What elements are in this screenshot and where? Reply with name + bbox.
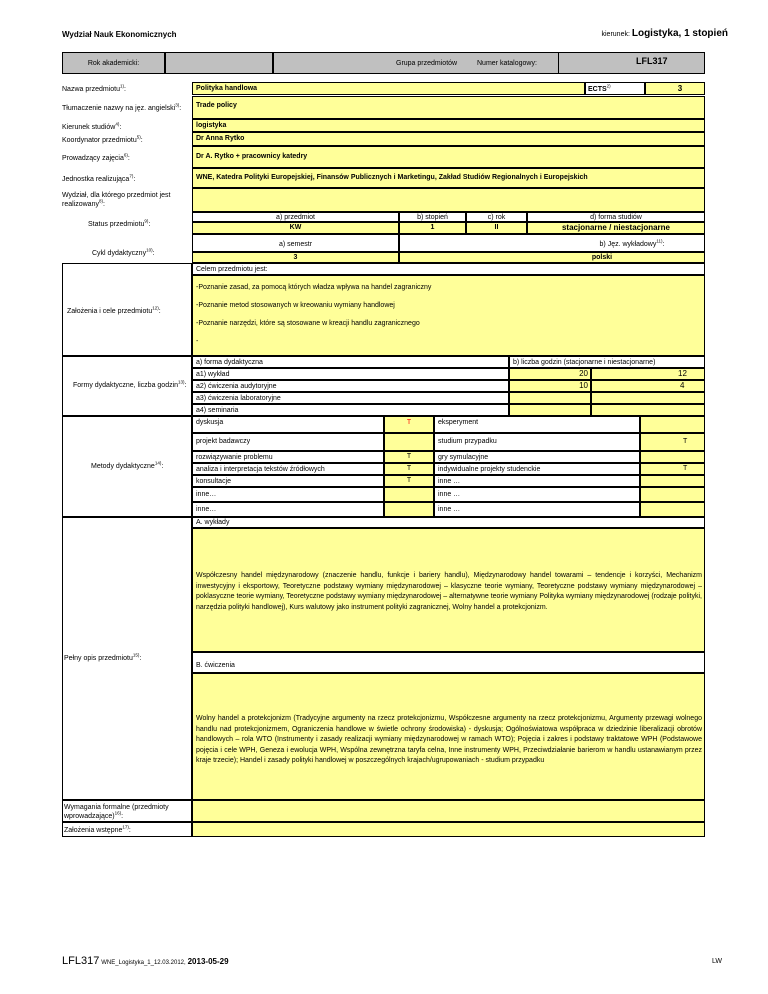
metoda-left-name: dyskusja (192, 416, 384, 433)
formy-row-niestac: 4 (591, 380, 705, 392)
kierunek-label: kierunek: (601, 31, 630, 38)
status-v-forma: stacjonarne / niestacjonarne (527, 222, 705, 234)
prowadzacy-label: Prowadzący zajęcia$^{6)}$: (62, 152, 130, 162)
kierunek-header (602, 28, 729, 39)
numer-value: LFL317 (636, 56, 668, 66)
formy-row-stac (509, 404, 591, 416)
jednostka-value-cell (192, 168, 705, 188)
zalozenia-intro-cell (192, 263, 705, 275)
rok-akademicki-value (165, 52, 273, 74)
status-label: Status przedmiotu$^{9)}$: (88, 218, 151, 228)
formy-row-niestac (591, 392, 705, 404)
kierunek-studiow-value-cell (192, 119, 705, 132)
footer-code: LFL317 (62, 955, 100, 967)
status-h-przedmiot: a) przedmiot (192, 212, 399, 222)
zalozenia-item-3: -Poznanie narzędzi, które są stosowane w kreacji handlu zagranicznego (196, 320, 420, 327)
footer-file: WNE_Logistyka_1_12.03.2012, (101, 960, 186, 966)
opis-a-text-cell (192, 528, 705, 652)
footer-initials: LW (712, 958, 722, 965)
metoda-right-name: eksperyment (434, 416, 640, 433)
prowadzacy-value-cell (192, 146, 705, 168)
metoda-right-mark (640, 487, 705, 502)
status-h-forma: d) forma studiów (527, 212, 705, 222)
cykl-label: Cykl dydaktyczny$^{10)}$: (92, 247, 155, 257)
zalozenia-item-1: -Poznanie zasad, za pomocą których władza wpływa na handel zagraniczny (196, 284, 432, 291)
rok-akademicki-label: Rok akademicki: (87, 60, 140, 67)
metoda-right-mark (640, 502, 705, 517)
metoda-right-mark (640, 475, 705, 487)
metody-label-cell (62, 416, 192, 517)
koordynator-label: Koordynator przedmiotu$^{5)}$: (62, 134, 143, 144)
opis-b-text-cell (192, 673, 705, 800)
koordynator-value: Dr Anna Rytko (196, 135, 245, 142)
opis-a-text: Współczesny handel międzynarodowy (znaczenie handlu, funkcje i bariery handlu), Międzynarodowy handel towarami – tendencje i korzyści, Mechanizm inwestycyjny i eksportowy, Teoretyczne podstawy wymiany międzynarodowej – klasyczne teorie wymiany, Teoretyczne podstawy wymiany międzynarodowej – poklasyczne teorie wymiany, Teoretyczne podstawy wymiany międzynarodowej – alternatywne teorie wymiany Polityka wymiany międzynarodowej (rodzaje polityki, narzędzia polityki handlowej), Kurs walutowy jako instrument polityki zagranicznej, Wolny handel a protekcjonizm. (196, 572, 702, 611)
metoda-left-mark: T (384, 475, 434, 487)
metoda-left-mark: T (384, 451, 434, 463)
opis-label: Pełny opis przedmiotu$^{15)}$: (64, 652, 142, 662)
zalozenia-intro: Celem przedmiotu jest: (196, 266, 268, 273)
metoda-left-mark (384, 433, 434, 451)
formy-row-niestac (591, 404, 705, 416)
opis-b-head: B. ćwiczenia (196, 662, 235, 669)
grupa-label: Grupa przedmiotów (396, 60, 458, 67)
formy-row-stac: 20 (509, 368, 591, 380)
nazwa-value: Polityka handlowa (196, 85, 258, 92)
nazwa-value-cell (192, 82, 585, 95)
metoda-left-name: rozwiązywanie problemu (192, 451, 384, 463)
opis-b-text: Wolny handel a protekcjonizm (Tradycyjne argumenty na rzecz protekcjonizmu, Współczesne argumenty na rzecz protekcjonizmu, Argumenty przewagi wolnego handlu nad protekcjonizmem, Ograniczenia handlowe w świetle ochrony środowiska) - dyskusja; Ogólnoświatowa współpraca w dziedzinie liberalizacji obrotów handlowych – rola WTO (Instrumenty i zasady realizacji wymiany międzynarodowej w ramach WTO); Pojęcia i zakres i podstawy traktatowe WPH (Podstawowe pojęcia i cele WPH, Geneza i ewolucja WPH, Wspólna zewnętrzna taryfa celna, Inne instrumenty WPH, Przeciwdziałanie barierom w handlu ustanawianym przez kraje trzecie); Handel i zasady polityki handlowej w poszczególnych krajach/ugrupowaniach - studium przypadku (196, 715, 702, 764)
zalozenia-items-cell (192, 275, 705, 356)
numer-divider (558, 53, 559, 73)
metoda-left-mark (384, 502, 434, 517)
metoda-right-name: inne … (434, 487, 640, 502)
cykl-h-jezyk: b) Jęz. wykładowy$^{11)}$: (399, 234, 705, 252)
formy-h-liczba: b) liczba godzin (stacjonarne i niestacjonarne) (509, 356, 705, 368)
nazwa-label: Nazwa przedmiotu$^{1)}$: (62, 83, 126, 93)
wymagania-label-cell (62, 800, 192, 822)
wymagania-value-cell (192, 800, 705, 822)
formy-row-stac (509, 392, 591, 404)
formy-label: Formy dydaktyczne, liczba godzin$^{13)}$: (73, 379, 187, 389)
metoda-right-name: studium przypadku (434, 433, 640, 451)
metoda-right-name: inne … (434, 502, 640, 517)
metoda-right-mark (640, 416, 705, 433)
metody-label: Metody dydaktyczne$^{14)}$: (91, 460, 164, 470)
metoda-right-mark: T (640, 463, 705, 475)
opis-label-cell (62, 517, 192, 800)
cykl-h-semestr: a) semestr (192, 234, 399, 252)
wymagania-label: Wymagania formalne (przedmioty wprowadzające)$^{16)}$: (64, 804, 169, 820)
tlumaczenie-value: Trade policy (196, 102, 237, 109)
metoda-right-name: gry symulacyjne (434, 451, 640, 463)
numer-label: Numer katalogowy: (477, 60, 537, 67)
formy-label-cell (62, 356, 192, 416)
ects-value: 3 (677, 84, 683, 93)
metoda-left-name: konsultacje (192, 475, 384, 487)
status-v-przedmiot: KW (192, 222, 399, 234)
formy-row-name: a3) ćwiczenia laboratoryjne (192, 392, 509, 404)
zalozenia-label-cell (62, 263, 192, 356)
status-v-stopien: 1 (399, 222, 466, 234)
zal-wstepne-label-cell (62, 822, 192, 837)
prowadzacy-value: Dr A. Rytko + pracownicy katedry (196, 153, 308, 160)
footer-date: 2013-05-29 (187, 957, 229, 966)
zal-wstepne-value-cell (192, 822, 705, 837)
formy-row-stac: 10 (509, 380, 591, 392)
metoda-left-mark (384, 487, 434, 502)
formy-row-name: a1) wykład (192, 368, 509, 380)
opis-b-head-cell (192, 652, 705, 673)
zalozenia-item-2: -Poznanie metod stosowanych w kreowaniu wymiany handlowej (196, 302, 395, 309)
ects-value-cell (645, 82, 705, 95)
metoda-right-mark (640, 451, 705, 463)
cykl-v-jezyk: polski (399, 252, 705, 263)
koordynator-value-cell (192, 132, 705, 146)
metoda-left-name: analiza i interpretacja tekstów źródłowych (192, 463, 384, 475)
metoda-left-name: inne… (192, 502, 384, 517)
zal-wstepne-label: Założenia wstępne$^{17)}$: (64, 824, 131, 834)
wydzial-value-cell (192, 188, 705, 212)
opis-a-head-cell (192, 517, 705, 528)
tlumaczenie-value-cell (192, 96, 705, 119)
zalozenia-item-4: - (196, 338, 199, 345)
faculty-name: Wydział Nauk Ekonomicznych (62, 30, 177, 39)
status-h-stopien: b) stopień (399, 212, 466, 222)
rok-akademicki-cell (62, 52, 165, 74)
kierunek-studiow-value: logistyka (196, 122, 227, 129)
formy-row-name: a2) ćwiczenia audytoryjne (192, 380, 509, 392)
formy-row-name: a4) seminaria (192, 404, 509, 416)
metoda-left-name: inne… (192, 487, 384, 502)
jednostka-value: WNE, Katedra Polityki Europejskiej, Finansów Publicznych i Marketingu, Zakład Studiów Regionalnych i Europejskich (196, 174, 588, 181)
kierunek-value: Logistyka, 1 stopień (631, 28, 728, 39)
ects-label: ECTS$^{2)}$ (588, 83, 611, 93)
grupa-numer-cell (273, 52, 705, 74)
opis-a-head: A. wykłady (196, 519, 230, 526)
jednostka-label: Jednostka realizująca$^{7)}$: (62, 173, 136, 183)
metoda-right-name: indywidualne projekty studenckie (434, 463, 640, 475)
cykl-v-semestr: 3 (192, 252, 399, 263)
ects-label-cell (585, 82, 645, 95)
metoda-left-name: projekt badawczy (192, 433, 384, 451)
status-v-rok: II (466, 222, 527, 234)
formy-h-forma: a) forma dydaktyczna (192, 356, 509, 368)
kierunek-studiow-label: Kierunek studiów$^{4)}$: (62, 121, 122, 131)
status-h-rok: c) rok (466, 212, 527, 222)
wydzial-label: Wydział, dla którego przedmiot jest realizowany$^{8)}$: (62, 192, 171, 208)
metoda-left-mark: T (384, 463, 434, 475)
metoda-left-mark: T (384, 416, 434, 433)
zalozenia-label: Założenia i cele przedmiotu$^{12)}$: (67, 305, 161, 315)
formy-row-niestac: 12 (591, 368, 705, 380)
tlumaczenie-label: Tłumaczenie nazwy na jęz. angielski$^{3)}$: (62, 102, 182, 112)
footer-info (62, 955, 229, 967)
metoda-right-name: inne … (434, 475, 640, 487)
metoda-right-mark: T (640, 433, 705, 451)
